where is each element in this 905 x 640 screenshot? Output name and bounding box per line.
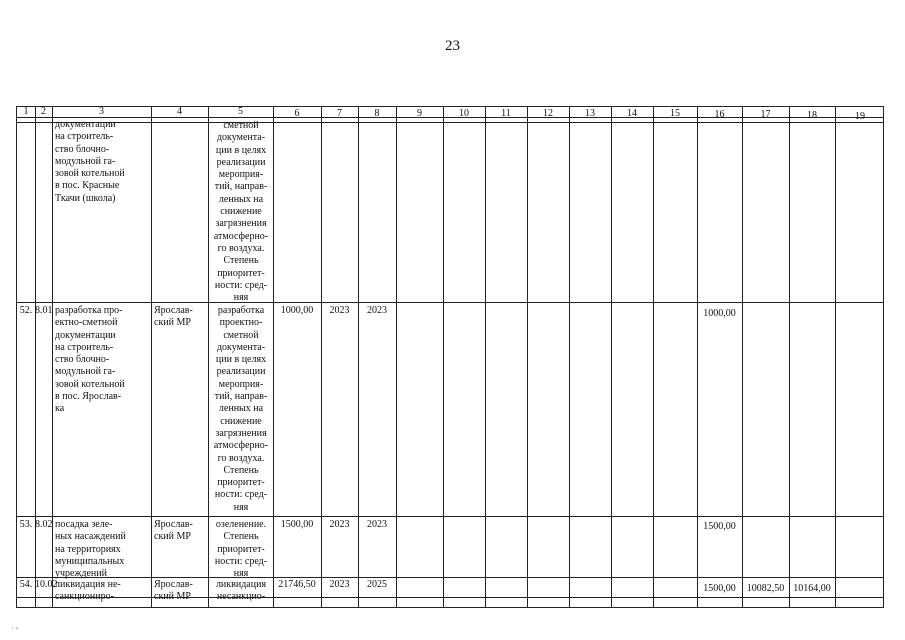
- column-divider: [273, 107, 274, 607]
- row-total-amount: 21746,50: [278, 579, 316, 590]
- column-divider: [835, 107, 836, 607]
- column-divider: [789, 107, 790, 607]
- header-cell: 19: [855, 111, 865, 122]
- row-item-purpose: разработка проектно- сметной документа- ции в целях реализации мероприя- тий, направ- ленных на снижение загрязнения атмосферно- го воздуха. Степень приоритет- ности: сред- няя: [213, 305, 269, 513]
- row-item-purpose: озеленение. Степень приоритет- ности: сред- няя: [214, 519, 268, 580]
- header-cell: 7: [337, 108, 342, 119]
- header-cell: 18: [807, 110, 817, 121]
- row-item-description: разработка про- ектно-сметной документации на строитель- ство блочно- модульной га- зовой котельной в пос. Ярослав- ка: [55, 305, 125, 415]
- row-amount-col18: 10164,00: [793, 583, 831, 594]
- row-district: Ярослав- ский МР: [154, 305, 193, 329]
- row-start-year: 2023: [329, 305, 350, 316]
- header-cell: 11: [501, 108, 511, 119]
- header-cell: 16: [714, 109, 725, 120]
- row-divider: [17, 302, 883, 303]
- row-end-year: 2023: [367, 519, 387, 530]
- row-number: 54.: [19, 579, 33, 590]
- row-total-amount: 1000,00: [280, 305, 314, 316]
- row-total-amount: 1500,00: [280, 519, 314, 530]
- row-end-year: 2023: [367, 305, 387, 316]
- header-cell: 12: [543, 108, 553, 119]
- header-cell: 15: [670, 108, 680, 119]
- header-cell: 1: [23, 106, 29, 117]
- row-amount-col16: 1500,00: [703, 583, 736, 594]
- row-amount-col17: 10082,50: [746, 583, 785, 594]
- row-start-year: 2023: [329, 519, 350, 530]
- header-cell: 9: [417, 108, 422, 119]
- row-code: 10.02: [35, 579, 58, 590]
- row-number: 52.: [19, 305, 33, 316]
- row-item-purpose: ликвидация несанкцио-: [215, 579, 267, 603]
- header-cell: 10: [459, 108, 469, 119]
- row-code: 8.02: [35, 519, 53, 530]
- row-item-description: посадка зеле- ных насаждений на территориях муниципальных учреждений: [55, 519, 126, 580]
- header-cell: 8: [374, 108, 380, 119]
- column-divider: [569, 107, 570, 607]
- column-divider: [742, 107, 743, 607]
- column-divider: [485, 107, 486, 607]
- row-number: 53.: [19, 519, 33, 530]
- header-cell: 3: [99, 106, 104, 117]
- row-item-description: ликвидация не- санкциониро-: [55, 579, 121, 603]
- column-divider: [527, 107, 528, 607]
- row-district: Ярослав- ский МР: [154, 579, 193, 603]
- row-end-year: 2025: [367, 579, 387, 590]
- column-divider: [52, 107, 53, 607]
- row-district: Ярослав- ский МР: [154, 519, 193, 543]
- header-cell: 6: [294, 108, 300, 119]
- row-item-description: документации на строитель- ство блочно- модульной га- зовой котельной в пос. Красные Ткачи (школа): [55, 119, 125, 204]
- header-cell: 5: [238, 106, 243, 117]
- row-start-year: 2023: [329, 579, 350, 590]
- column-divider: [358, 107, 359, 607]
- data-table: [16, 106, 884, 608]
- header-cell: 2: [41, 106, 46, 117]
- row-item-purpose: сметной документа- ции в целях реализации мероприя- тий, направ- ленных на снижение загрязнения атмосферно- го воздуха. Степень приоритет- ности: сред- няя: [213, 120, 269, 304]
- column-divider: [321, 107, 322, 607]
- column-divider: [611, 107, 612, 607]
- column-divider: [653, 107, 654, 607]
- header-cell: 13: [585, 108, 595, 119]
- row-amount-col16: 1500,00: [703, 521, 736, 532]
- scan-mark: ' '': [12, 626, 19, 635]
- header-cell: 17: [760, 109, 771, 120]
- column-divider: [396, 107, 397, 607]
- row-divider: [17, 516, 883, 517]
- row-code: 8.01: [35, 305, 53, 316]
- column-divider: [35, 107, 36, 607]
- row-amount-col16: 1000,00: [703, 308, 736, 319]
- column-divider: [151, 107, 152, 607]
- header-cell: 4: [177, 106, 182, 117]
- page-number: 23: [445, 38, 460, 54]
- column-divider: [443, 107, 444, 607]
- header-cell: 14: [627, 108, 637, 119]
